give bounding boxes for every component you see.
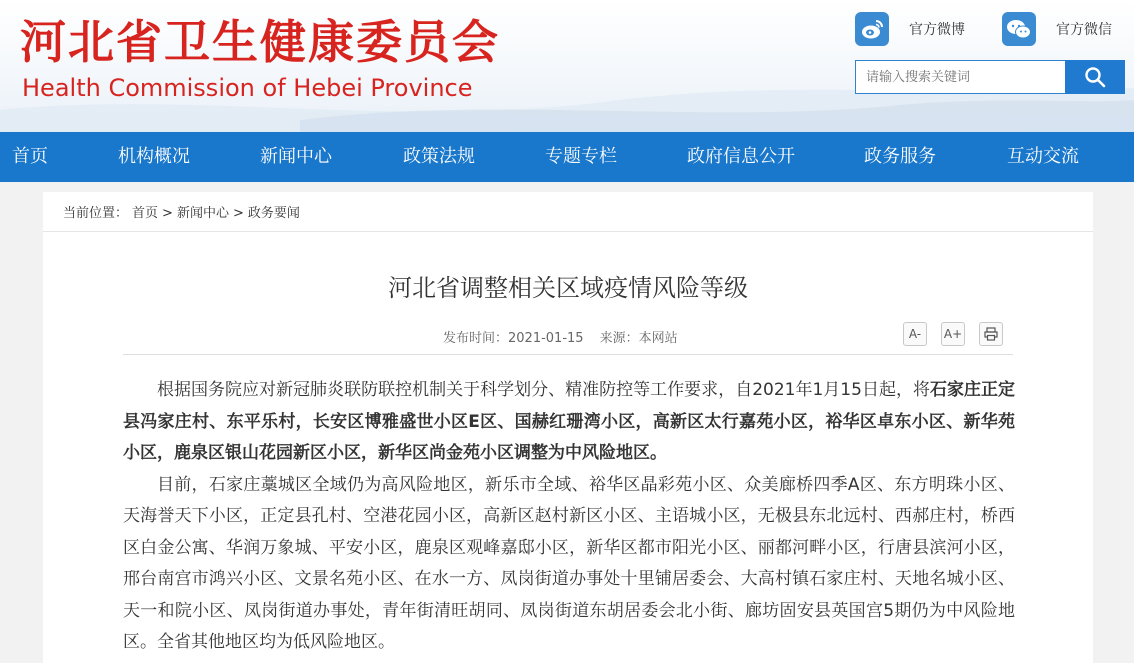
search-bar — [855, 60, 1125, 94]
source-label: 来源： — [599, 331, 639, 346]
weibo-link[interactable] — [855, 12, 965, 46]
meta-divider — [123, 354, 1013, 355]
article-title: 河北省调整相关区域疫情风险等级 — [388, 274, 748, 302]
nav-item-gov-info[interactable]: 政府信息公开 — [687, 146, 795, 167]
source-value: 本网站 — [638, 331, 678, 346]
breadcrumb-divider — [43, 231, 1093, 232]
breadcrumb-separator: > — [162, 206, 173, 221]
font-decrease-button[interactable] — [903, 322, 927, 346]
site-logo-chinese[interactable]: 河北省卫生健康委员会 — [20, 15, 500, 69]
article-container — [43, 192, 1093, 663]
search-icon — [1084, 66, 1106, 88]
publish-date: 2021-01-15 — [508, 331, 584, 346]
wechat-label[interactable]: 官方微信 — [1056, 22, 1112, 38]
weibo-icon — [855, 12, 889, 46]
nav-item-policy[interactable]: 政策法规 — [403, 146, 475, 167]
weibo-label[interactable]: 官方微博 — [909, 22, 965, 38]
publish-label: 发布时间： — [443, 331, 509, 346]
paragraph-1-highlight: 石家庄正定县冯家庄村、东平乐村，长安区博雅盛世小区E区、国赫红珊湾小区，高新区太行嘉苑小区，裕华区卓东小区、新华苑小区，鹿泉区银山花园新区小区，新华区尚金苑小区调整为中风险地区。 — [123, 380, 1015, 463]
nav-item-topics[interactable]: 专题专栏 — [545, 146, 617, 167]
breadcrumb-prefix: 当前位置： — [63, 206, 129, 221]
article-body — [123, 375, 1015, 659]
wechat-link[interactable] — [1002, 12, 1112, 46]
breadcrumb-item-current[interactable]: 政务要闻 — [247, 206, 300, 221]
article-tools — [903, 322, 1003, 346]
site-logo-english[interactable]: Health Commission of Hebei Province — [22, 74, 473, 102]
main-nav — [0, 132, 1134, 182]
breadcrumb-item-home[interactable]: 首页 — [132, 206, 159, 221]
print-icon — [984, 327, 998, 341]
search-input[interactable] — [855, 60, 1065, 94]
print-button[interactable] — [979, 322, 1003, 346]
site-header — [0, 0, 1134, 132]
nav-item-home[interactable]: 首页 — [12, 146, 48, 167]
breadcrumb-item-news[interactable]: 新闻中心 — [176, 206, 229, 221]
search-button[interactable] — [1065, 60, 1125, 94]
font-increase-label: A+ — [943, 327, 963, 341]
nav-item-interaction[interactable]: 互动交流 — [1007, 146, 1079, 167]
font-increase-button[interactable] — [941, 322, 965, 346]
breadcrumb-separator: > — [232, 206, 244, 221]
font-decrease-label: A- — [908, 327, 922, 341]
nav-item-news[interactable]: 新闻中心 — [260, 146, 332, 167]
article-paragraph-2: 目前，石家庄藁城区全域仍为高风险地区，新乐市全域、裕华区晶彩苑小区、众美廊桥四季A区、东方明珠小区、天海誉天下小区，正定县孔村、空港花园小区，高新区赵村新区小区、主语城小区，无极县东北远村、西郝庄村，桥西区白金公寓、华润万象城、平安小区，鹿泉区观峰嘉邸小区，新华区都市阳光小区、丽都河畔小区，行唐县滨河小区，邢台南宫市鸿兴小区、文景名苑小区、在水一方、凤岗街道办事处十里铺居委会、大高村镇石家庄村、天地名城小区、天一和院小区、凤岗街道办事处，青年街清旺胡同、凤岗街道东胡居委会北小街、廊坊固安县英国宫5期仍为中风险地区。全省其他地区均为低风险地区。 — [123, 474, 1015, 652]
breadcrumb — [63, 202, 304, 221]
wechat-icon — [1002, 12, 1036, 46]
article-meta — [443, 327, 678, 346]
article-paragraph-1 — [123, 375, 1015, 470]
paragraph-1-intro: 根据国务院应对新冠肺炎联防联控机制关于科学划分、精准防控等工作要求，自2021年1月15日起，将 — [157, 380, 930, 400]
nav-item-organization[interactable]: 机构概况 — [118, 146, 190, 167]
nav-item-services[interactable]: 政务服务 — [864, 146, 936, 167]
